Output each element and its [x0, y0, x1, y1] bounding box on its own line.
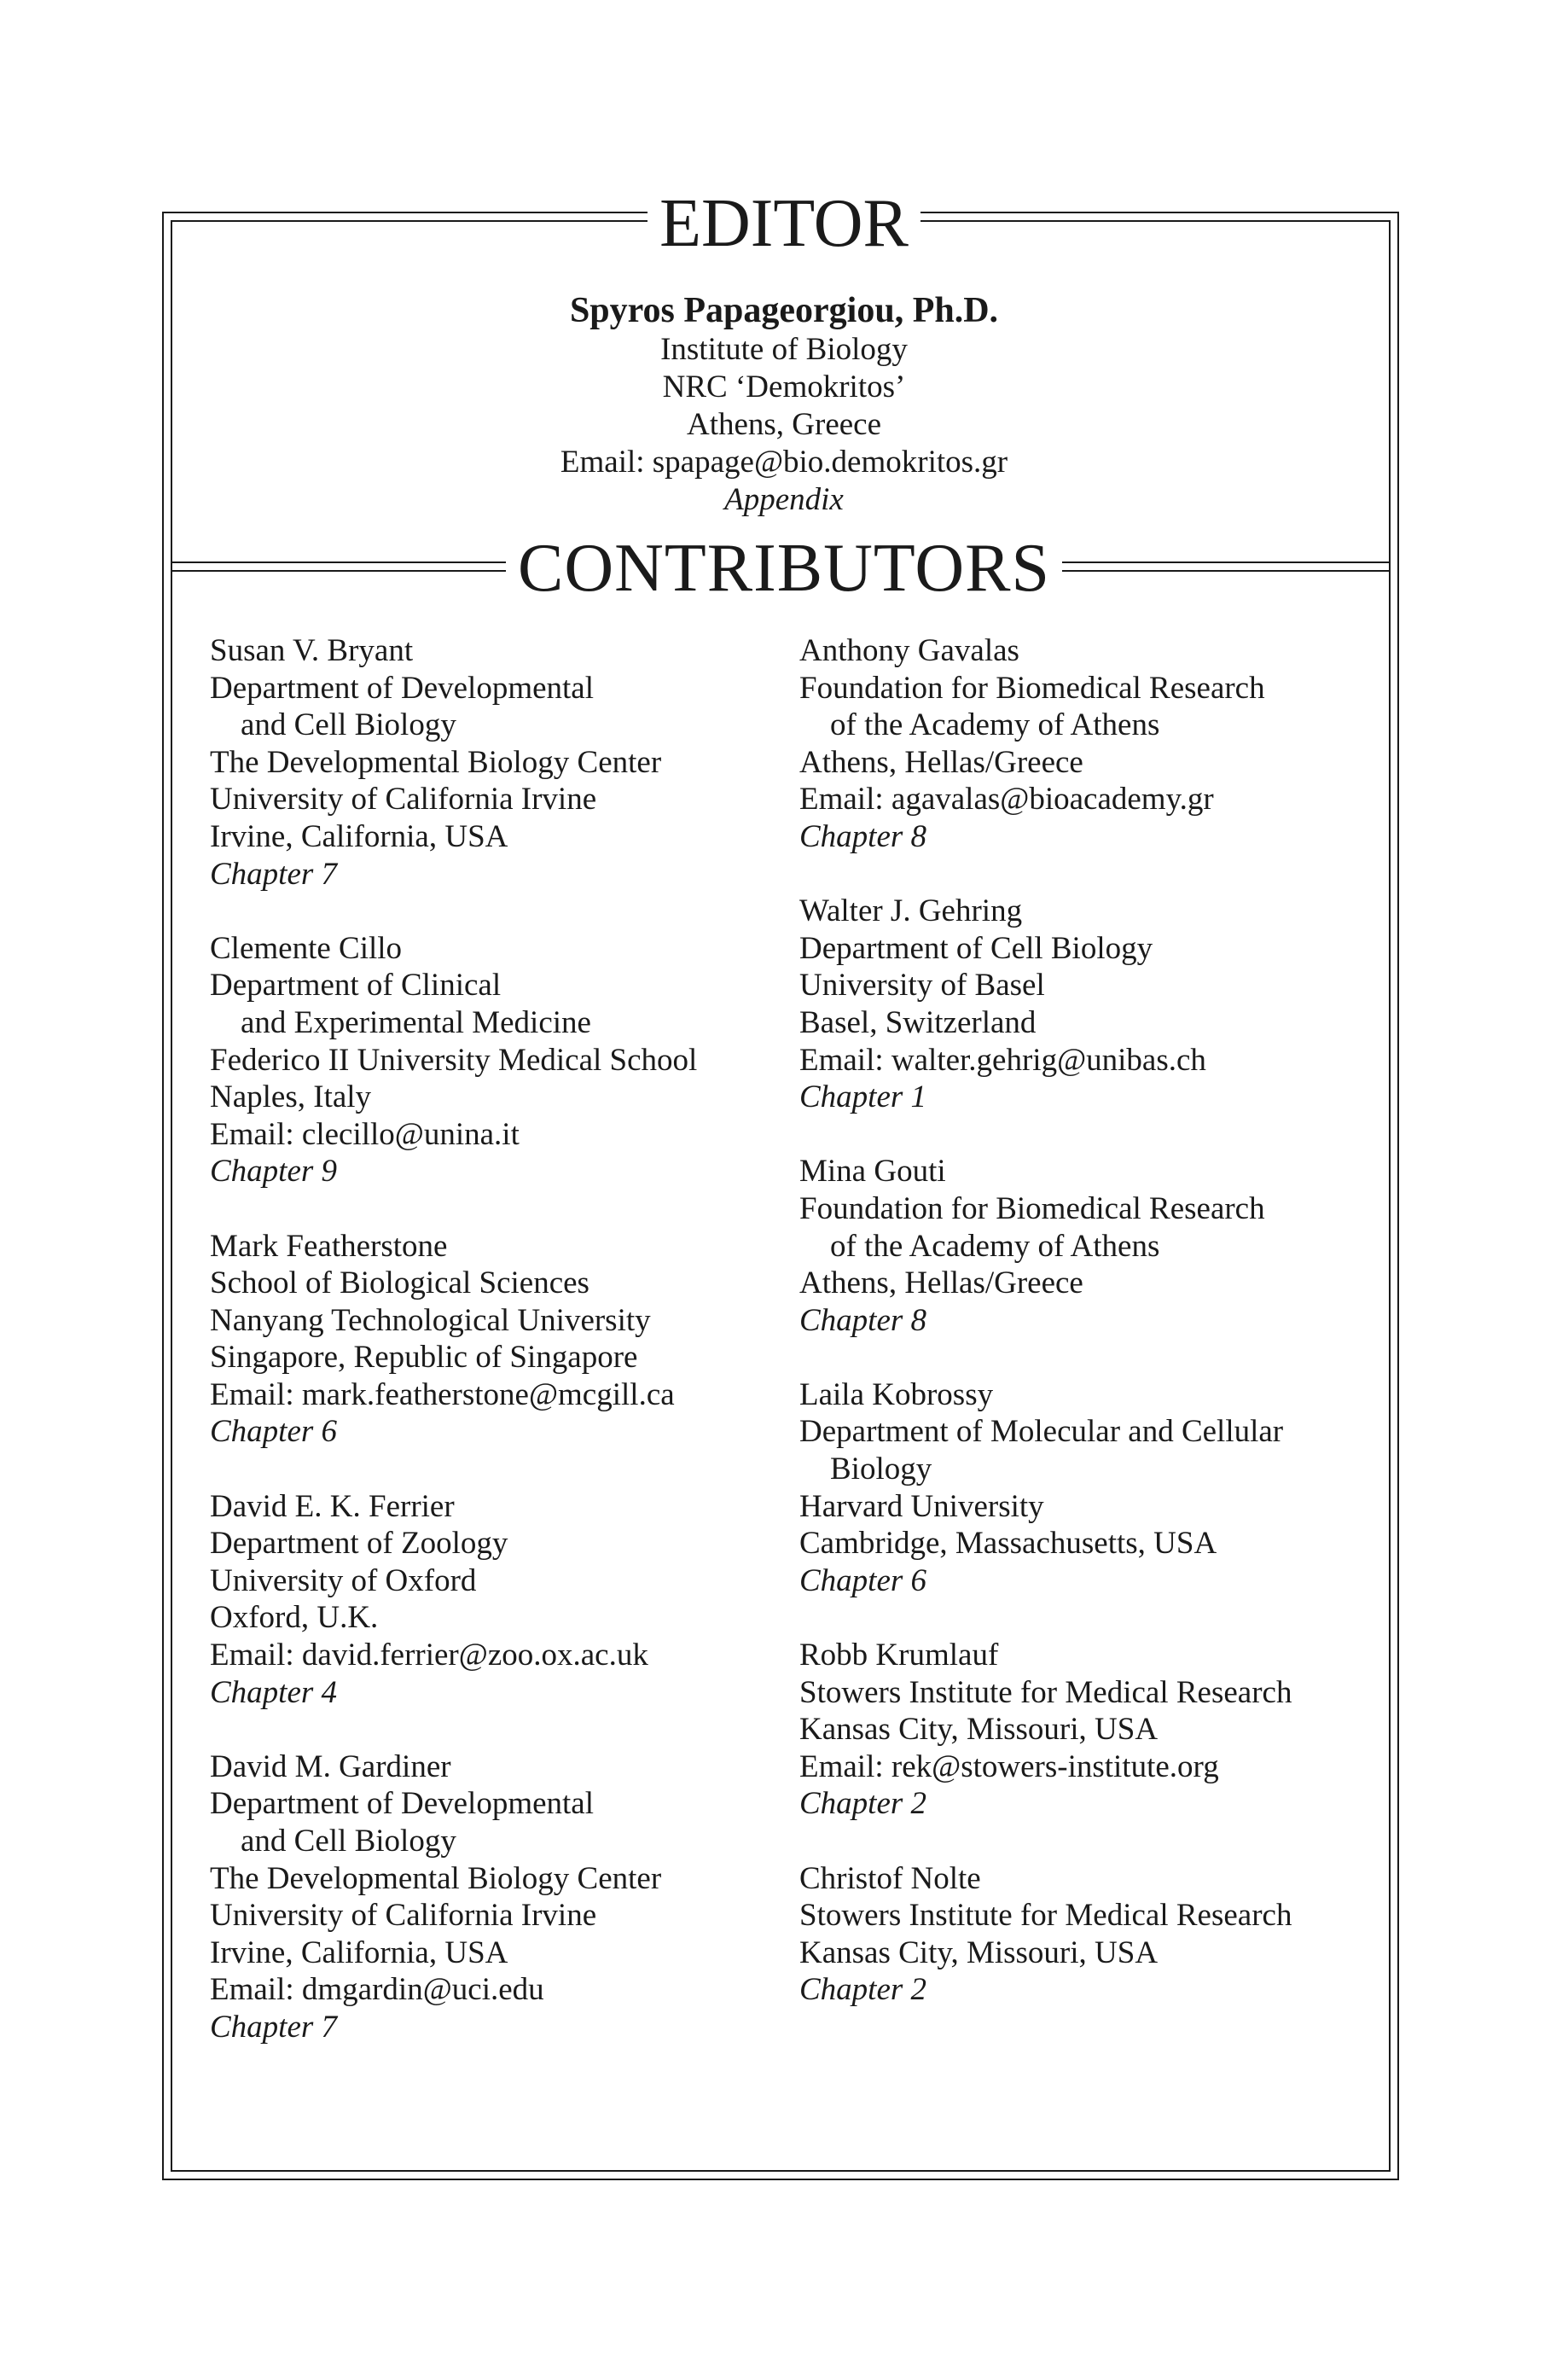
- contributor-chapter: Chapter 2: [799, 1786, 927, 1822]
- contributor-affiliation: University of Basel: [799, 968, 1045, 1004]
- contributor-affiliation: School of Biological Sciences: [210, 1265, 589, 1301]
- editor-line: NRC ‘Demokritos’: [662, 369, 906, 404]
- editor-line: Athens, Greece: [686, 407, 882, 442]
- contributor-entry: [210, 1228, 807, 1452]
- contributor-entry: [210, 1748, 807, 2046]
- contributor-affiliation: Harvard University: [799, 1488, 1044, 1524]
- contributor-chapter: Chapter 8: [799, 1302, 927, 1338]
- contributor-entry: [799, 1376, 1379, 1600]
- contributor-chapter: Chapter 1: [799, 1079, 927, 1115]
- contributor-chapter: Chapter 9: [210, 1154, 338, 1190]
- contributor-email: Email: dmgardin@uci.edu: [210, 1972, 544, 2008]
- editor-name: Spyros Papageorgiou, Ph.D.: [569, 291, 999, 330]
- contributor-affiliation: Singapore, Republic of Singapore: [210, 1340, 638, 1376]
- editor-heading: EDITOR: [0, 189, 1568, 258]
- editor-line: Institute of Biology: [660, 332, 908, 367]
- contributor-email: Email: david.ferrier@zoo.ox.ac.uk: [210, 1638, 648, 1673]
- contributor-entry: [210, 930, 807, 1190]
- contributor-name: Anthony Gavalas: [799, 633, 1019, 668]
- contributor-affiliation: Irvine, California, USA: [210, 818, 508, 854]
- contributor-email: Email: rek@stowers-institute.org: [799, 1748, 1219, 1784]
- contributor-affiliation: University of California Irvine: [210, 782, 597, 817]
- contributor-name: Laila Kobrossy: [799, 1376, 994, 1412]
- contributor-name: Walter J. Gehring: [799, 893, 1023, 929]
- contributor-affiliation: Irvine, California, USA: [210, 1935, 508, 1970]
- contributor-affiliation: The Developmental Biology Center: [210, 744, 662, 780]
- contributor-chapter: Chapter 4: [210, 1674, 338, 1710]
- contributors-right-column: [799, 632, 1379, 2046]
- contributor-affiliation: Nanyang Technological University: [210, 1302, 651, 1338]
- contributor-affiliation: and Cell Biology: [241, 707, 456, 743]
- contributor-affiliation: of the Academy of Athens: [830, 1228, 1160, 1264]
- contributor-entry: [799, 1637, 1379, 1823]
- contributor-chapter: Chapter 6: [799, 1562, 927, 1598]
- editor-role: Appendix: [724, 482, 844, 517]
- contributor-email: Email: mark.featherstone@mcgill.ca: [210, 1376, 675, 1412]
- contributor-entry: [210, 1488, 807, 1712]
- contributor-chapter: Chapter 2: [799, 1972, 927, 2008]
- contributor-email: Email: clecillo@unina.it: [210, 1116, 520, 1152]
- contributor-affiliation: Cambridge, Massachusetts, USA: [799, 1526, 1217, 1562]
- contributor-entry: [799, 1153, 1379, 1339]
- contributor-chapter: Chapter 8: [799, 818, 927, 854]
- contributor-affiliation: Oxford, U.K.: [210, 1600, 379, 1636]
- contributor-affiliation: Department of Developmental: [210, 1786, 594, 1822]
- contributor-entry: [799, 893, 1379, 1116]
- contributor-affiliation: Foundation for Biomedical Research: [799, 1190, 1265, 1226]
- contributor-name: David M. Gardiner: [210, 1748, 451, 1784]
- contributor-affiliation: University of California Irvine: [210, 1898, 597, 1934]
- contributor-affiliation: The Developmental Biology Center: [210, 1860, 662, 1896]
- contributor-name: David E. K. Ferrier: [210, 1488, 455, 1524]
- contributor-affiliation: Athens, Hellas/Greece: [799, 744, 1083, 780]
- contributor-affiliation: Department of Molecular and Cellular: [799, 1414, 1284, 1450]
- contributor-name: Mark Featherstone: [210, 1228, 448, 1264]
- contributor-entry: [799, 632, 1379, 856]
- contributor-affiliation: Naples, Italy: [210, 1079, 372, 1115]
- contributor-entry: [799, 1860, 1379, 2009]
- contributor-affiliation: Department of Cell Biology: [799, 930, 1153, 966]
- contributor-affiliation: and Cell Biology: [241, 1824, 456, 1859]
- contributor-affiliation: Biology: [830, 1452, 932, 1487]
- editor-block: [0, 290, 1568, 519]
- contributor-affiliation: Kansas City, Missouri, USA: [799, 1712, 1159, 1748]
- contributors-left-column: [210, 632, 807, 2083]
- contributor-name: Christof Nolte: [799, 1860, 981, 1896]
- contributor-affiliation: Department of Clinical: [210, 968, 502, 1004]
- contributor-affiliation: University of Oxford: [210, 1562, 477, 1598]
- contributor-affiliation: Basel, Switzerland: [799, 1004, 1037, 1040]
- contributor-affiliation: Kansas City, Missouri, USA: [799, 1935, 1159, 1970]
- contributor-affiliation: of the Academy of Athens: [830, 707, 1160, 743]
- contributor-affiliation: and Experimental Medicine: [241, 1004, 591, 1040]
- contributor-name: Susan V. Bryant: [210, 633, 414, 668]
- contributor-chapter: Chapter 6: [210, 1414, 338, 1450]
- contributor-affiliation: Athens, Hellas/Greece: [799, 1265, 1083, 1301]
- contributor-affiliation: Department of Zoology: [210, 1526, 508, 1562]
- contributor-affiliation: Foundation for Biomedical Research: [799, 670, 1265, 706]
- contributor-email: Email: walter.gehrig@unibas.ch: [799, 1042, 1206, 1078]
- contributor-affiliation: Department of Developmental: [210, 670, 594, 706]
- contributor-affiliation: Stowers Institute for Medical Research: [799, 1898, 1292, 1934]
- contributor-affiliation: Federico II University Medical School: [210, 1042, 698, 1078]
- contributor-affiliation: Stowers Institute for Medical Research: [799, 1674, 1292, 1710]
- contributors-heading: CONTRIBUTORS: [0, 534, 1568, 602]
- contributor-email: Email: agavalas@bioacademy.gr: [799, 782, 1214, 817]
- contributor-name: Clemente Cillo: [210, 930, 403, 966]
- contributor-entry: [210, 632, 807, 893]
- contributor-name: Robb Krumlauf: [799, 1638, 999, 1673]
- contributor-name: Mina Gouti: [799, 1154, 946, 1190]
- contributor-chapter: Chapter 7: [210, 856, 338, 892]
- contributor-chapter: Chapter 7: [210, 2009, 338, 2045]
- editor-email: Email: spapage@bio.demokritos.gr: [560, 445, 1008, 480]
